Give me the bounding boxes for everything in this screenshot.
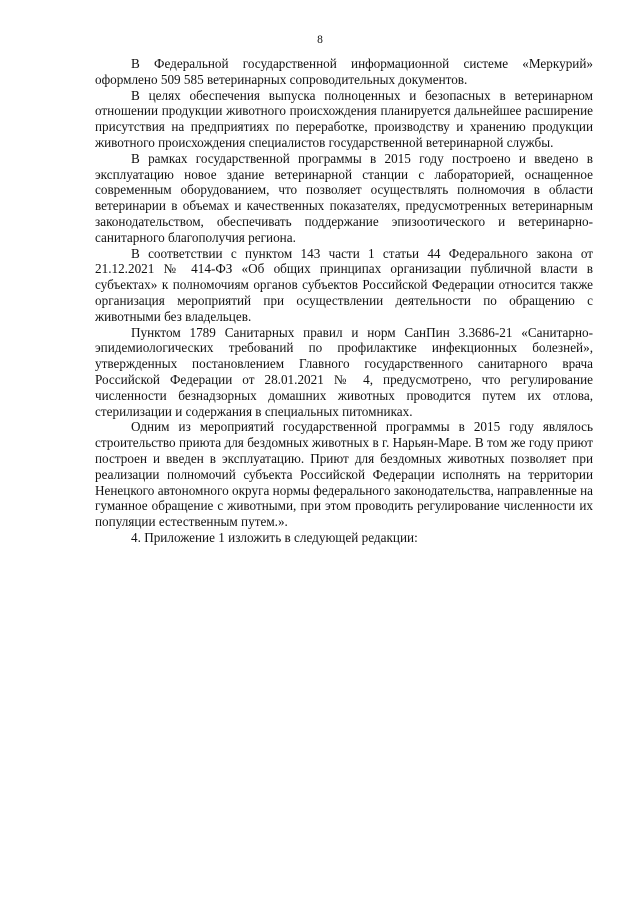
paragraph-vet-station: В рамках государственной программы в 2015 году построено и введено в эксплуатацию новое здание ветеринарной станции с лабораторией, оснащенное современным оборудованием, что позволяет осуществлять полномочия в области ветеринарии в объемах и качественных показателях, предусмотренных ветеринарным законодательством, обеспечивать поддержание эпизоотического и ветеринарно-санитарного благополучия региона. xyxy=(95,150,593,245)
paragraph-appendix: 4. Приложение 1 изложить в следующей редакции: xyxy=(131,529,418,545)
paragraph-sanitary-rules: Пунктом 1789 Санитарных правил и норм СанПин 3.3686-21 «Санитарно-эпидемиологических требований по профилактике инфекционных болезней», утвержденных постановлением Главного государственного санитарного врача Российской Федерации от 28.01.2021 № 4, предусмотрено, что регулирование численности безнадзорных домашних животных проводится путем их отлова, стерилизации и содержания в специальных питомниках. xyxy=(95,324,593,419)
paragraph-animal-shelter: Одним из мероприятий государственной программы в 2015 году являлось строительство приюта для бездомных животных в г. Нарьян-Маре. В том же году приют построен и введен в эксплуатацию. Приют для бездомных животных позволяет при реализации полномочий субъекта Российской Федерации исполнять на территории Ненецкого автономного округа нормы федерального законодательства, направленные на гуманное обращение с животными, при этом проводить регулирование численности их популяции естественным путем.». xyxy=(95,419,593,530)
document-body xyxy=(95,56,593,546)
paragraph-vet-service: В целях обеспечения выпуска полноценных и безопасных в ветеринарном отношении продукции животного происхождения планируется дальнейшее расширение присутствия на предприятиях по переработке, производству и хранению продукции животного происхождения специалистов государственной ветеринарной службы. xyxy=(95,87,593,150)
paragraph-mercury: В Федеральной государственной информационной системе «Меркурий» оформлено 509 585 ветеринарных сопроводительных документов. xyxy=(95,56,593,87)
paragraph-federal-law: В соответствии с пунктом 143 части 1 статьи 44 Федерального закона от 21.12.2021 № 414-ФЗ «Об общих принципах организации публичной власти в субъектах» к полномочиям органов субъектов Российской Федерации относится также организация мероприятий при осуществлении деятельности по обращению с животными без владельцев. xyxy=(95,245,593,324)
page-number: 8 xyxy=(317,34,323,46)
